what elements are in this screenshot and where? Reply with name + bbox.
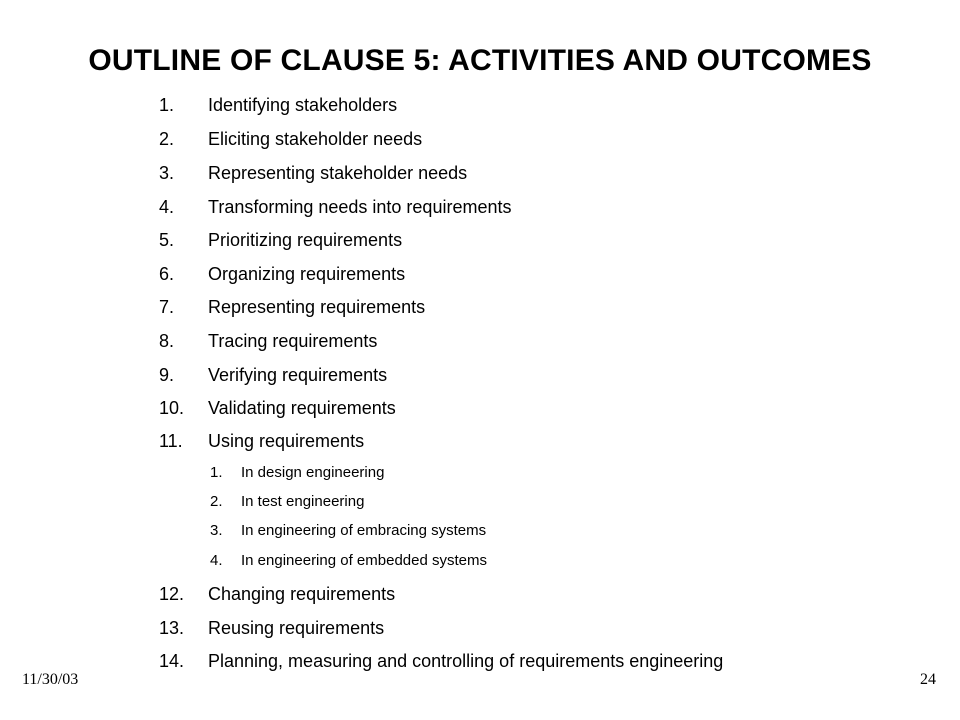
item-number: 8. xyxy=(159,331,175,351)
subitem-number: 3. xyxy=(210,522,223,539)
item-text: Tracing requirements xyxy=(208,331,378,351)
subitem-text: In test engineering xyxy=(241,493,365,510)
footer-page-number: 24 xyxy=(920,671,936,688)
item-text: Eliciting stakeholder needs xyxy=(208,129,423,149)
item-number: 10. xyxy=(159,398,185,418)
subitem-number: 2. xyxy=(210,493,223,510)
item-text: Planning, measuring and controlling of requirements engineering xyxy=(208,651,724,671)
item-number: 3. xyxy=(159,163,175,183)
item-number: 1. xyxy=(159,95,175,115)
item-number: 6. xyxy=(159,264,175,284)
item-text: Organizing requirements xyxy=(208,264,406,284)
item-number: 4. xyxy=(159,197,175,217)
item-text: Transforming needs into requirements xyxy=(208,197,512,217)
item-text: Representing requirements xyxy=(208,297,426,317)
item-text: Prioritizing requirements xyxy=(208,230,403,250)
item-text: Validating requirements xyxy=(208,398,396,418)
item-number: 14. xyxy=(159,651,185,671)
item-number: 7. xyxy=(159,297,175,317)
item-number: 11. xyxy=(159,431,183,451)
item-number: 12. xyxy=(159,584,185,604)
item-number: 9. xyxy=(159,365,175,385)
item-number: 2. xyxy=(159,129,175,149)
subitem-text: In engineering of embracing systems xyxy=(241,522,487,539)
subitem-number: 4. xyxy=(210,552,223,569)
slide-title: OUTLINE OF CLAUSE 5: ACTIVITIES AND OUTCOMES xyxy=(88,44,872,77)
item-text: Using requirements xyxy=(208,431,365,451)
item-text: Verifying requirements xyxy=(208,365,388,385)
subitem-text: In design engineering xyxy=(241,464,385,481)
item-text: Reusing requirements xyxy=(208,618,385,638)
item-number: 5. xyxy=(159,230,175,250)
subitem-text: In engineering of embedded systems xyxy=(241,552,487,569)
item-text: Representing stakeholder needs xyxy=(208,163,468,183)
subitem-number: 1. xyxy=(210,464,223,481)
item-number: 13. xyxy=(159,618,185,638)
item-text: Changing requirements xyxy=(208,584,396,604)
footer-date: 11/30/03 xyxy=(22,671,79,688)
item-text: Identifying stakeholders xyxy=(208,95,398,115)
